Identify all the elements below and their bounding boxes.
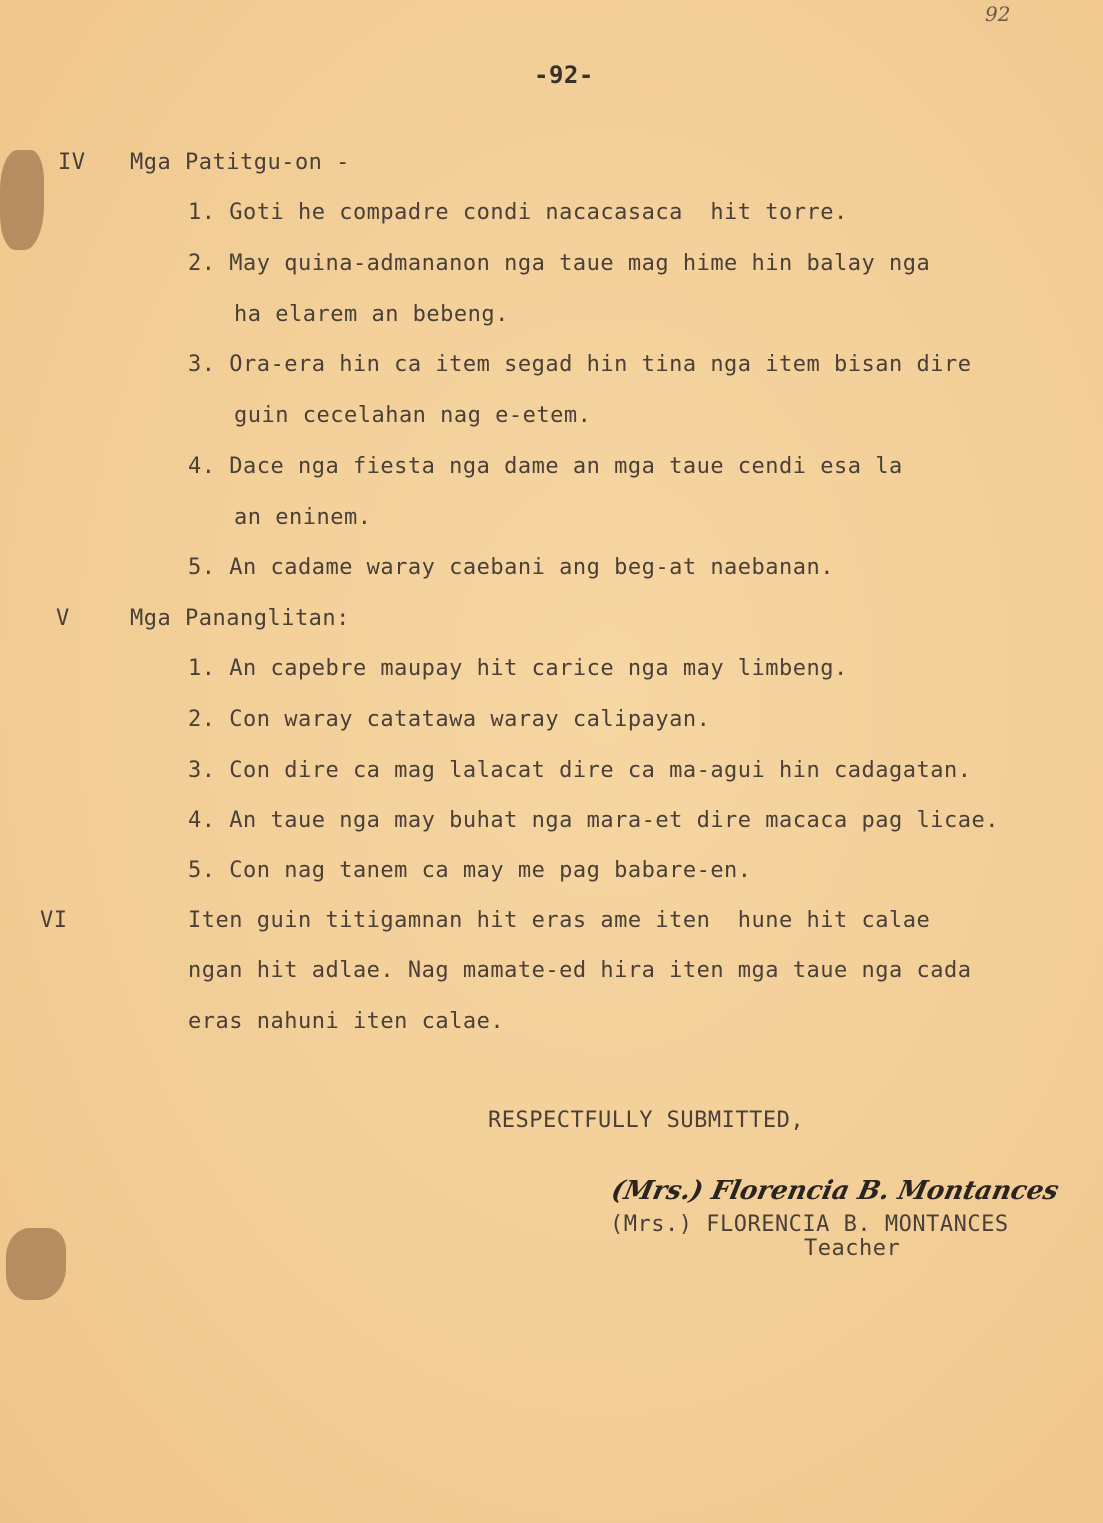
- paper-stain-top-left: [0, 150, 44, 250]
- section-iv-title: Mga Patitgu-on -: [130, 150, 350, 175]
- section-iv-item: 2. May quina-admananon nga taue mag hime hin balay nga: [188, 251, 931, 276]
- section-iv-item: 1. Goti he compadre condi nacacasaca hit torre.: [188, 200, 848, 225]
- section-vi-line: eras nahuni iten calae.: [188, 1009, 505, 1034]
- section-v-item: 3. Con dire ca mag lalacat dire ca ma-agui hin cadagatan.: [188, 758, 972, 783]
- section-iv-item: 4. Dace nga fiesta nga dame an mga taue cendi esa la: [188, 454, 903, 479]
- paper-stain-bottom-left: [6, 1228, 66, 1300]
- signature-title: Teacher: [804, 1236, 901, 1261]
- section-v-item: 1. An capebre maupay hit carice nga may limbeng.: [188, 656, 848, 681]
- section-iv-item: an eninem.: [234, 505, 372, 530]
- section-iv-numeral: IV: [58, 150, 86, 175]
- section-vi-line: ngan hit adlae. Nag mamate-ed hira iten mga taue nga cada: [188, 958, 972, 983]
- section-vi-line: Iten guin titigamnan hit eras ame iten hune hit calae: [188, 908, 931, 933]
- section-iv-item: guin cecelahan nag e-etem.: [234, 403, 592, 428]
- typed-signature: (Mrs.) FLORENCIA B. MONTANCES: [610, 1212, 1009, 1237]
- section-iv-item: 3. Ora-era hin ca item segad hin tina nga item bisan dire: [188, 352, 972, 377]
- section-v-item: 5. Con nag tanem ca may me pag babare-en.: [188, 858, 752, 883]
- section-iv-item: 5. An cadame waray caebani ang beg-at naebanan.: [188, 555, 835, 580]
- section-v-item: 2. Con waray catatawa waray calipayan.: [188, 707, 711, 732]
- section-v-item: 4. An taue nga may buhat nga mara-et dire macaca pag licae.: [188, 808, 999, 833]
- page-number: -92-: [534, 61, 594, 89]
- closing-text: RESPECTFULLY SUBMITTED,: [488, 1108, 805, 1133]
- section-iv-item: ha elarem an bebeng.: [234, 302, 509, 327]
- corner-page-number: 92: [985, 2, 1011, 26]
- handwritten-signature: (Mrs.) Florencia B. Montances: [608, 1176, 1062, 1206]
- section-v-numeral: V: [56, 606, 70, 631]
- section-vi-numeral: VI: [40, 908, 68, 933]
- section-v-title: Mga Pananglitan:: [130, 606, 350, 631]
